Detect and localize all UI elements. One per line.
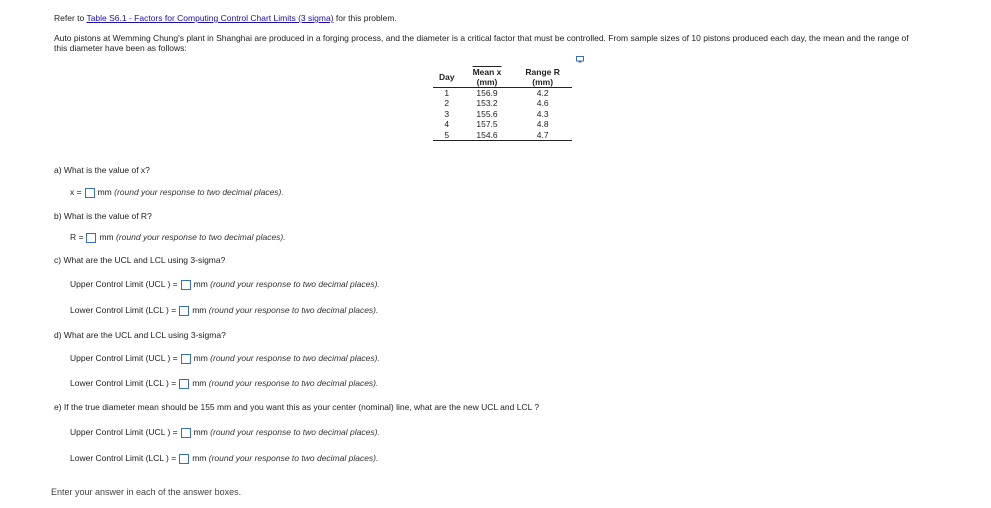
answer-c-ucl-label: Upper Control Limit (UCL ) = <box>70 279 178 289</box>
answer-d-lcl-unit: mm <box>192 378 207 388</box>
answer-e-ucl-label: Upper Control Limit (UCL ) = <box>70 427 178 437</box>
answer-e-lcl-unit: mm <box>192 453 207 463</box>
answer-c-lcl-hint: (round your response to two decimal places). <box>208 305 379 315</box>
answer-b-hint: (round your response to two decimal places). <box>116 232 286 242</box>
answer-a-hint: (round your response to two decimal places). <box>114 187 284 197</box>
answer-b-input[interactable] <box>86 233 96 243</box>
answer-a-label: x = <box>70 187 82 197</box>
answer-c-lcl-input[interactable] <box>179 306 189 316</box>
question-e: e) If the true diameter mean should be 155 mm and you want this as your center (nominal) line, what are the new UCL and LCL ? <box>54 402 540 412</box>
answer-e-lcl-hint: (round your response to two decimal places). <box>208 453 379 463</box>
answer-e-lcl-label: Lower Control Limit (LCL ) = <box>70 453 177 463</box>
data-table <box>433 67 572 141</box>
answer-b-unit: mm <box>99 232 114 242</box>
answer-c-ucl-row <box>70 279 380 290</box>
answer-a-unit: mm <box>97 187 112 197</box>
col-header-range: Range R (mm) <box>513 67 571 88</box>
answer-e-ucl-input[interactable] <box>181 428 191 438</box>
answer-d-lcl-label: Lower Control Limit (LCL ) = <box>70 378 177 388</box>
problem-text-line2: this diameter have been as follows: <box>54 43 187 53</box>
answer-e-lcl-input[interactable] <box>179 454 189 464</box>
answer-c-ucl-hint: (round your response to two decimal places). <box>210 279 380 289</box>
answer-b-label: R = <box>70 232 84 242</box>
answer-e-ucl-unit: mm <box>193 427 208 437</box>
answer-d-ucl-row <box>70 353 380 364</box>
answer-b-row <box>70 232 286 243</box>
answer-c-lcl-label: Lower Control Limit (LCL ) = <box>70 305 177 315</box>
table-row: 1 156.9 4.2 <box>444 88 549 98</box>
answer-a-row <box>70 187 284 198</box>
intro-suffix: for this problem. <box>333 13 397 23</box>
table-row: 5 154.6 4.7 <box>433 130 572 141</box>
answer-d-ucl-unit: mm <box>193 353 208 363</box>
col-header-day: Day <box>433 67 461 88</box>
answer-c-lcl-row <box>70 305 378 316</box>
answer-c-lcl-unit: mm <box>192 305 207 315</box>
answer-d-ucl-hint: (round your response to two decimal places). <box>210 353 380 363</box>
answer-e-ucl-row <box>70 427 380 438</box>
table-row: 3 155.6 4.3 <box>444 108 549 119</box>
answer-c-ucl-unit: mm <box>193 279 208 289</box>
question-b: b) What is the value of R? <box>54 211 152 221</box>
answer-d-lcl-row <box>70 378 378 389</box>
question-c: c) What are the UCL and LCL using 3-sigma? <box>54 255 226 265</box>
answer-d-ucl-input[interactable] <box>181 354 191 364</box>
intro-prefix: Refer to <box>54 13 87 23</box>
table-row: 2 153.2 4.6 <box>444 98 549 109</box>
answer-d-lcl-hint: (round your response to two decimal places). <box>208 378 379 388</box>
question-a: a) What is the value of x? <box>54 165 150 175</box>
intro-text <box>54 13 397 23</box>
copy-table-icon[interactable] <box>576 56 584 63</box>
table-row: 4 157.5 4.8 <box>444 119 549 130</box>
answer-c-ucl-input[interactable] <box>181 280 191 290</box>
col-header-mean: Mean x (mm) <box>461 67 514 88</box>
answer-e-ucl-hint: (round your response to two decimal places). <box>210 427 380 437</box>
answer-d-lcl-input[interactable] <box>179 379 189 389</box>
answer-a-input[interactable] <box>85 188 95 198</box>
question-d: d) What are the UCL and LCL using 3-sigma? <box>54 330 226 340</box>
footer-instruction: Enter your answer in each of the answer boxes. <box>51 487 242 497</box>
problem-text-line1: Auto pistons at Wemming Chung's plant in Shanghai are produced in a forging process, and the diameter is a critical factor that must be controlled. From sample sizes of 10 pistons produced each day, the mean and the range of <box>54 33 909 43</box>
answer-e-lcl-row <box>70 453 378 464</box>
table-reference-link[interactable]: Table S6.1 - Factors for Computing Control Chart Limits (3 sigma) <box>86 13 334 23</box>
answer-d-ucl-label: Upper Control Limit (UCL ) = <box>70 353 178 363</box>
